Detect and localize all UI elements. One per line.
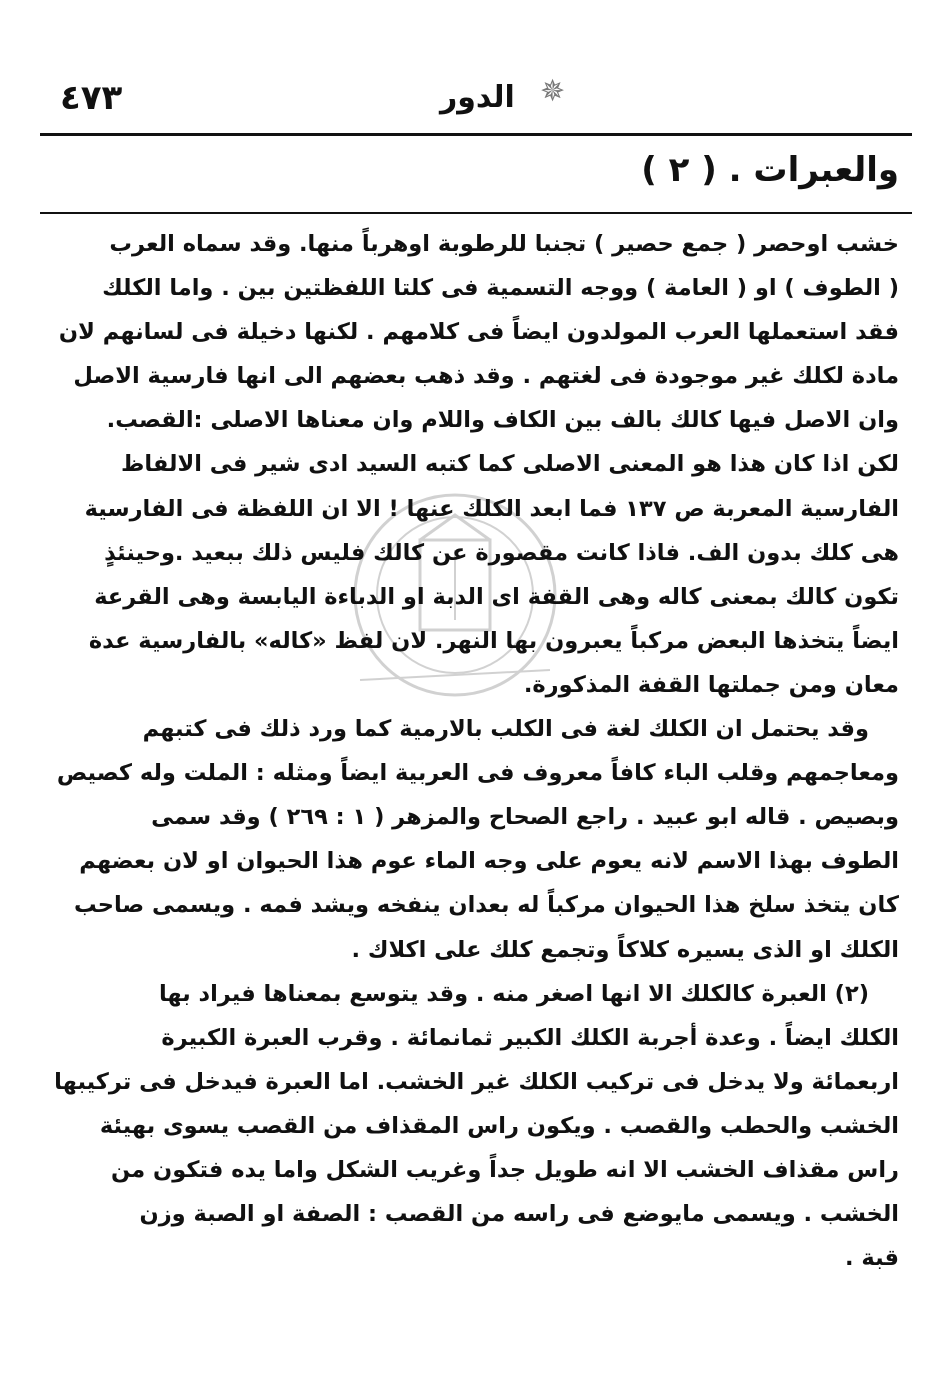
page-number: ٤٧٣	[60, 78, 123, 118]
text-line: (٢) العبرة كالكلك الا انها اصغر منه . وقد يتوسع بمعناها فيراد بها	[158, 980, 869, 1007]
text-line: الكلك ايضاً . وعدة أجربة الكلك الكبير ثمانمائة . وقرب العبرة الكبيرة	[161, 1024, 899, 1051]
text-line: الفارسية المعربة ص ١٣٧ فما ابعد الكلك عنها ! الا ان اللفظة فى الفارسية	[84, 495, 899, 522]
text-line: ايضاً يتخذها البعض مركباً يعبرون بها النهر. لان لفظ «كاله» بالفارسية عدة	[88, 627, 899, 654]
text-line: الخشب . ويسمى مايوضع فى راسه من القصب : الصفة او الصبة وزن	[139, 1201, 899, 1228]
text-line: مادة لكلك غير موجودة فى لغتهم . وقد ذهب بعضهم الى انها فارسية الاصل	[73, 363, 899, 390]
text-line: لكن اذا كان هذا هو المعنى الاصلى كما كتبه السيد ادى شير فى الالفاظ	[121, 451, 899, 478]
text-line: معان ومن جملتها القفة المذكورة.	[523, 671, 899, 698]
section-rule	[40, 212, 912, 214]
text-line: راس مقذاف الخشب الا انه طويل جداً وغريب الشكل واما يده فتكون من	[111, 1156, 899, 1183]
text-line: فقد استعملها العرب المولدون ايضاً فى كلامهم . لكنها دخيلة فى لسانهم لان	[58, 319, 899, 346]
text-line: الكلك او الذى يسيره كلاكاً وتجمع كلك على اكلاك .	[351, 936, 899, 963]
body-text	[39, 222, 899, 1280]
text-line: تكون كالك بمعنى كاله وهى القفة اى الدبة او الدباءة اليابسة وهى القرعة	[94, 583, 899, 610]
text-line: خشب اوحصر ( جمع حصير ) تجنبا للرطوبة اوهرباً منها. وقد سماه العرب	[109, 231, 899, 257]
text-line: ومعاجمهم وقلب الباء كافاً معروف فى العربية ايضاً ومثله : الملت وله كصيص	[56, 760, 899, 787]
running-head: الدور	[440, 80, 515, 115]
text-line: الخشب والحطب والقصب . ويكون راس المقذاف من القصب يسوى بهيئة	[99, 1112, 899, 1139]
ornament-icon: ✵	[540, 74, 566, 109]
text-line: وقد يحتمل ان الكلك لغة فى الكلب بالارمية كما ورد ذلك فى كتبهم	[142, 716, 869, 743]
text-line: الطوف بهذا الاسم لانه يعوم على وجه الماء عوم هذا الحيوان او لان بعضهم	[79, 848, 899, 875]
text-line: كان يتخذ سلخ هذا الحيوان مركباً له بعدان ينفخه ويشد فمه . ويسمى صاحب	[73, 892, 899, 919]
text-line: اربعمائة ولا يدخل فى تركيب الكلك غير الخشب. اما العبرة فيدخل فى تركيبها	[54, 1068, 899, 1095]
page-header	[40, 74, 912, 128]
text-line: هى كلك بدون الف. فاذا كانت مقصورة عن كالك فليس ذلك ببعيد .وحينئذٍ	[104, 539, 899, 566]
header-rule	[40, 133, 912, 136]
text-line: قبة .	[845, 1245, 899, 1272]
text-line: ( الطوف ) او ( العامة ) ووجه التسمية فى كلتا اللفظتين بين . واما الكلك	[102, 275, 899, 302]
section-title: والعبرات . ( ٢ )	[641, 150, 899, 190]
text-line: وبصيص . قاله ابو عبيد . راجع الصحاح والمزهر ( ١ : ٢٦٩ ) وقد سمى	[151, 804, 899, 831]
text-line: وان الاصل فيها كالك بالف بين الكاف واللام وان معناها الاصلى :القصب.	[106, 407, 899, 434]
